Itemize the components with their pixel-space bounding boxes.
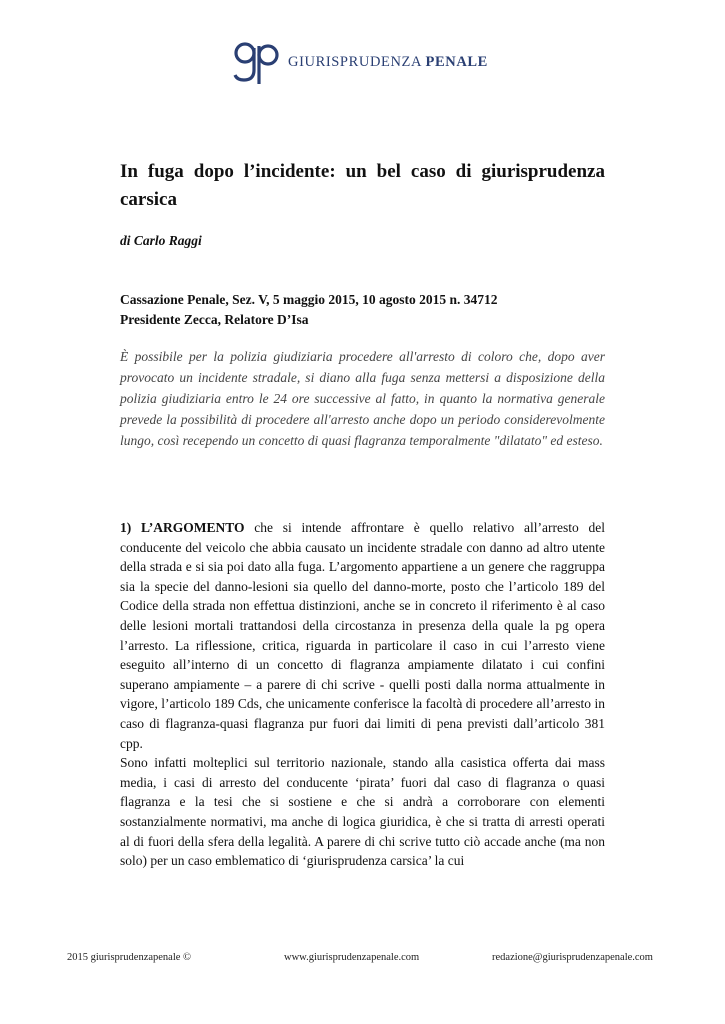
article-abstract: È possibile per la polizia giudiziaria procedere all'arresto di coloro che, dopo aver provocato un incidente stradale, si diano alla fuga senza mettersi a disposizione della polizia giudiziaria entro le 24 ore successive al fatto, in quanto la normativa generale prevede la possibilità di procedere all'arresto anche dopo un periodo considerevolmente lungo, così recependo un concetto di quasi flagranza temporalmente "dilatato" ed esteso.	[120, 349, 605, 448]
gp-monogram-icon	[232, 40, 282, 84]
journal-name	[288, 54, 488, 71]
journal-name-bold: PENALE	[425, 53, 488, 70]
journal-logo	[232, 40, 488, 84]
footer-email-link[interactable]: redazione@giurisprudenzapenale.com	[492, 952, 653, 963]
article-author: di Carlo Raggi	[120, 233, 202, 248]
case-reference-court: Cassazione Penale, Sez. V, 5 maggio 2015, 10 agosto 2015 n. 34712	[120, 292, 498, 307]
article-title: In fuga dopo l’incidente: un bel caso di giurisprudenza carsica	[120, 161, 605, 210]
section-heading: 1) L’ARGOMENTO	[120, 520, 245, 535]
body-paragraph: Sono infatti molteplici sul territorio nazionale, stando alla casistica offerta dai mass media, i casi di arresto del conducente ‘pirata’ fuori dal caso di flagranza o quasi flagranza e la tesi che si sostiene e che si andrà a corroborare con elementi sostanzialmente normativi, ma anche di logica giuridica, è che si tratta di arresti operati al di fuori della sfera della legalità. A parere di chi scrive tutto ciò accade anche (ma non solo) per un caso emblematico di ‘giurisprudenza carsica’ la cui	[120, 755, 605, 869]
footer-copyright: 2015 giurisprudenzapenale ©	[67, 952, 192, 963]
article-body	[120, 518, 605, 871]
journal-name-regular: GIURISPRUDENZA	[288, 53, 422, 70]
case-reference-judges: Presidente Zecca, Relatore D’Isa	[120, 312, 309, 327]
section-text: che si intende affrontare è quello relativo all’arresto del conducente del veicolo che abbia causato un incidente stradale con danno ad altro utente della strada e si sia poi dato alla fuga. L’argomento appartiene a un genere che raggruppa sia la specie del danno-lesioni sia quello del danno-morte, posto che l’articolo 189 del Codice della strada non effettua distinzioni, anche se in concreto il riferimento è al caso delle lesioni mortali trattandosi della circostanza in presenza della quale la pg opera l’arresto. La riflessione, critica, riguarda in particolare il caso in cui l’arresto viene eseguito all’interno di un concetto di flagranza ampiamente dilatato i cui confini superano ampiamente – a parere di chi scrive - quelli posti dalla norma attualmente in vigore, l’articolo 189 Cds, che unicamente conferisce la facoltà di procedere all’arresto in caso di flagranza-quasi flagranza pur fuori dai limiti di pena previsti dall’articolo 381 cpp.	[120, 520, 605, 751]
footer-website-link[interactable]: www.giurisprudenzapenale.com	[284, 952, 420, 963]
body-paragraph	[120, 518, 605, 753]
case-reference	[120, 290, 498, 330]
